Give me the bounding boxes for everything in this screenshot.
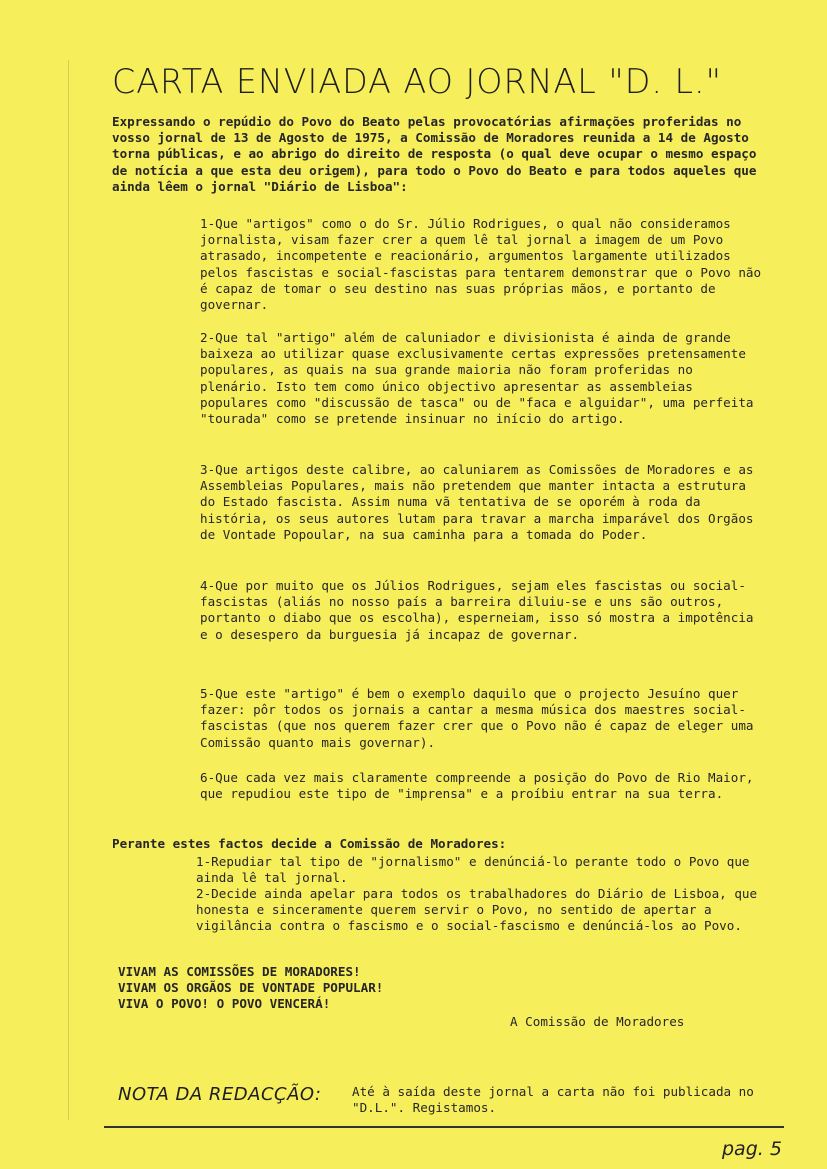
point-6: 6-Que cada vez mais claramente compreende a posição do Povo de Rio Maior, que repudiou este tipo de "imprensa" e a proíbiu entrar na sua terra. xyxy=(200,770,754,802)
point-4: 4-Que por muito que os Júlios Rodrigues, sejam eles fascistas ou social-fascistas (aliás no nosso país a barreira diluiu-se e uns são outros, portanto o diabo que os escolha), esperneiam, isso só mostra a impotência e o desespero da burguesia já incapaz de governar. xyxy=(200,578,754,642)
intro-paragraph: Expressando o repúdio do Povo do Beato pelas provocatórias afirmações proferidas no vosso jornal de 13 de Agosto de 1975, a Comissão de Moradores reunida a 14 de Agosto torna públicas, e ao abrigo do direito de resposta (o qual deve ocupar o mesmo espaço de notícia a que esta deu origem), para todo o Povo do Beato e para todos aqueles que ainda lêem o jornal "Diário de Lisboa": xyxy=(112,114,757,194)
footer-rule xyxy=(104,1126,784,1128)
slogan-1: VIVAM AS COMISSÕES DE MORADORES! xyxy=(118,964,361,979)
point-5: 5-Que este "artigo" é bem o exemplo daquilo que o projecto Jesuíno quer fazer: pôr todos os jornais a cantar a mesma música dos maestres social-fascistas (que nos querem fazer crer que o Povo não é capaz de eleger uma Comissão quanto mais governar). xyxy=(200,686,754,750)
point-1: 1-Que "artigos" como o do Sr. Júlio Rodrigues, o qual não consideramos jornalista, visam fazer crer a quem lê tal jornal a imagem de um Povo atrasado, incompetente e reacionário, argumentos largamente utilizados pelos fascistas e social-fascistas para tentarem demonstrar que o Povo não é capaz de tomar o seu destino nas suas próprias mãos, e portanto de governar. xyxy=(200,216,762,313)
editorial-note-heading: NOTA DA REDACÇÃO: xyxy=(118,1084,322,1105)
page-margin-line xyxy=(68,60,69,1120)
point-3: 3-Que artigos deste calibre, ao caluniarem as Comissões de Moradores e as Assembleias Populares, mais não pretendem que manter intacta a estrutura do Estado fascista. Assim numa vã tentativa de se oporém à roda da história, os seus autores lutam para travar a marcha imparável dos Orgãos de Vontade Popoular, na sua caminha para a tomada do Poder. xyxy=(200,462,754,542)
document-title: CARTA ENVIADA AO JORNAL "D. L." xyxy=(112,62,722,102)
editorial-note-text: Até à saída deste jornal a carta não foi publicada no "D.L.". Registamos. xyxy=(352,1084,754,1116)
slogan-3: VIVA O POVO! O POVO VENCERÁ! xyxy=(118,996,331,1011)
signature: A Comissão de Moradores xyxy=(510,1014,685,1029)
point-2: 2-Que tal "artigo" além de caluniador e divisionista é ainda de grande baixeza ao utilizar quase exclusivamente certas expressões pretensamente populares, as quais na sua grande maioria não foram proferidas no plenário. Isto tem como único objectivo apresentar as assembleias populares como "discussão de tasca" ou de "faca e alguidar", uma perfeita "tourada" como se pretende insinuar no início do artigo. xyxy=(200,330,754,427)
decision-1: 1-Repudiar tal tipo de "jornalismo" e denúnciá-lo perante todo o Povo que ainda lê tal jornal. xyxy=(196,854,750,886)
decision-heading: Perante estes factos decide a Comissão de Moradores: xyxy=(112,836,507,851)
slogan-2: VIVAM OS ORGÃOS DE VONTADE POPULAR! xyxy=(118,980,384,995)
decision-2: 2-Decide ainda apelar para todos os trabalhadores do Diário de Lisboa, que honesta e sinceramente querem servir o Povo, no sentido de apertar a vigilância contra o fascismo e o social-fascismo e denúnciá-los ao Povo. xyxy=(196,886,758,934)
page-number: pag. 5 xyxy=(722,1138,782,1160)
